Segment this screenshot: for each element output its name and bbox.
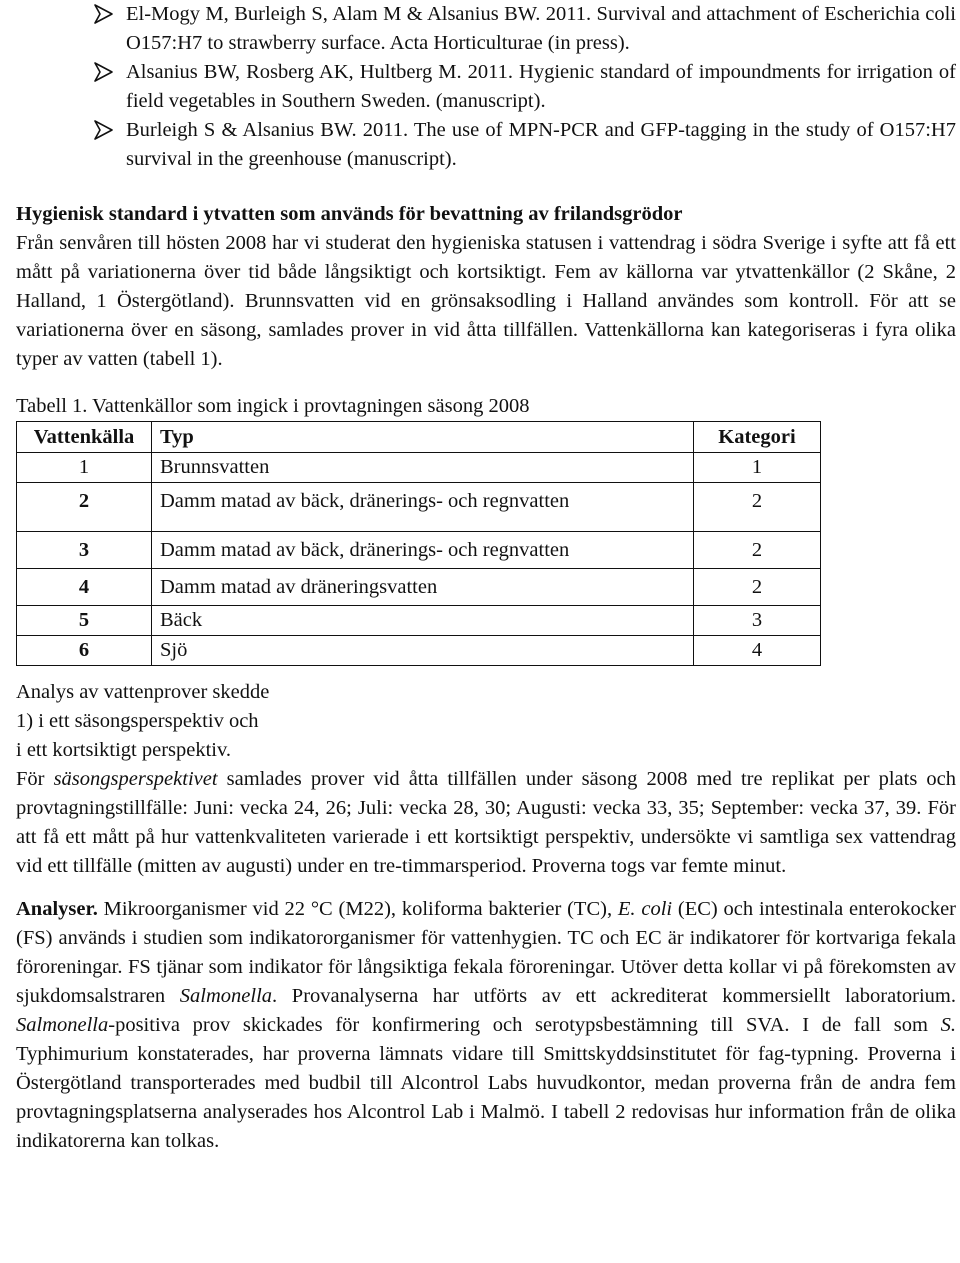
- cell-source: 5: [17, 606, 152, 636]
- table-row: [17, 606, 821, 636]
- cell-category: 2: [694, 532, 821, 569]
- cell-category: 2: [694, 483, 821, 532]
- reference-text: Alsanius BW, Rosberg AK, Hultberg M. 2011. Hygienic standard of impoundments for irrigation of field vegetables in Southern Sweden. (manuscript).: [126, 61, 956, 112]
- arrowhead-bullet-icon: [92, 58, 120, 92]
- cell-source: 2: [17, 483, 152, 532]
- water-source-table: [16, 421, 821, 666]
- document-page: [16, 0, 956, 1156]
- reference-item: [16, 58, 956, 116]
- table-row: [17, 532, 821, 569]
- cell-source: 6: [17, 636, 152, 666]
- cell-type: Bäck: [152, 606, 694, 636]
- cell-category: 3: [694, 606, 821, 636]
- analyser-paragraph: Analyser. Mikroorganismer vid 22 °C (M22), koliforma bakterier (TC), E. coli (EC) och intestinala enterokocker (FS) används i studien som indikatororganismer för vattenhygien. TC och EC är indikatorer för kortvariga fekala föroreningar. FS tjänar som indikator för långsiktiga fekala föroreningar. Utöver detta kollar vi på förekomsten av sjukdomsalstraren Salmonella. Provanalyserna har utförts av ett ackrediterat kommersiellt laboratorium. Salmonella-positiva prov skickades för konfirmering och serotypsbestämning till SVA. I de fall som S. Typhimurium konstaterades, har proverna lämnats vidare till Smittskyddsinstitutet för fag-typning. Proverna i Östergötland transporterades med budbil till Alcontrol Labs huvudkontor, medan proverna från de andra fem provtagningsplatserna analyserades hos Alcontrol Lab i Malmö. I tabell 2 redovisas hur information från de olika indikatorerna kan tolkas.: [16, 898, 957, 1152]
- arrowhead-bullet-icon: [92, 116, 120, 150]
- header-type: Typ: [152, 422, 694, 453]
- header-category: Kategori: [694, 422, 821, 453]
- table-row: [17, 453, 821, 483]
- cell-category: 4: [694, 636, 821, 666]
- cell-type: Brunnsvatten: [152, 453, 694, 483]
- cell-type: Damm matad av dräneringsvatten: [152, 569, 694, 606]
- table-row: [17, 636, 821, 666]
- section-heading: Hygienisk standard i ytvatten som används för bevattning av frilandsgrödor: [16, 203, 683, 225]
- cell-source: 4: [17, 569, 152, 606]
- intro-paragraph: Från senvåren till hösten 2008 har vi studerat den hygieniska statusen i vattendrag i södra Sverige i syfte att få ett mått på variationerna över tid både långsiktigt och kortsiktigt. Fem av källorna var ytvattenkällor (2 Skåne, 2 Halland, 1 Östergötland). Brunnsvatten vid en grönsaksodling i Halland användes som kontroll. För att se variationerna över en säsong, samlades prover in vid åtta tillfällen. Vattenkällorna kan kategoriseras i fyra olika typer av vatten (tabell 1).: [16, 232, 956, 370]
- cell-category: 2: [694, 569, 821, 606]
- reference-item: [16, 116, 956, 174]
- table-header-row: [17, 422, 821, 453]
- reference-list: [16, 0, 956, 174]
- table-row: [17, 569, 821, 606]
- header-source: Vattenkälla: [17, 422, 152, 453]
- cell-type: Sjö: [152, 636, 694, 666]
- cell-source: 1: [17, 453, 152, 483]
- analysis-line: Analys av vattenprover skedde: [16, 681, 270, 703]
- season-paragraph: För säsongsperspektivet samlades prover vid åtta tillfällen under säsong 2008 med tre replikat per plats och provtagningstillfälle: Juni: vecka 24, 26; Juli: vecka 28, 30; Augusti: vecka 33, 35; September: vecka 37, 39. För att få ett mått på hur vattenkvaliteten varierade i ett kortsiktigt perspektiv, undersökte vi samtliga sex vattendrag vid ett tillfälle (mitten av augusti) under en tre-timmarsperiod. Proverna togs var femte minut.: [16, 768, 956, 877]
- cell-type: Damm matad av bäck, dränerings- och regnvatten: [152, 532, 694, 569]
- reference-text: El-Mogy M, Burleigh S, Alam M & Alsanius BW. 2011. Survival and attachment of Escherichia coli O157:H7 to strawberry surface. Acta Horticulturae (in press).: [126, 3, 956, 54]
- reference-text: Burleigh S & Alsanius BW. 2011. The use of MPN-PCR and GFP-tagging in the study of O157:H7 survival in the greenhouse (manuscript).: [126, 119, 956, 170]
- analyser-label: Analyser.: [16, 898, 98, 920]
- cell-type: Damm matad av bäck, dränerings- och regnvatten: [152, 483, 694, 532]
- table-caption: Tabell 1. Vattenkällor som ingick i provtagningen säsong 2008: [16, 395, 530, 417]
- analysis-line: i ett kortsiktigt perspektiv.: [16, 739, 232, 761]
- analysis-line: 1) i ett säsongsperspektiv och: [16, 710, 259, 732]
- cell-source: 3: [17, 532, 152, 569]
- table-row: [17, 483, 821, 532]
- reference-item: [16, 0, 956, 58]
- arrowhead-bullet-icon: [92, 0, 120, 34]
- cell-category: 1: [694, 453, 821, 483]
